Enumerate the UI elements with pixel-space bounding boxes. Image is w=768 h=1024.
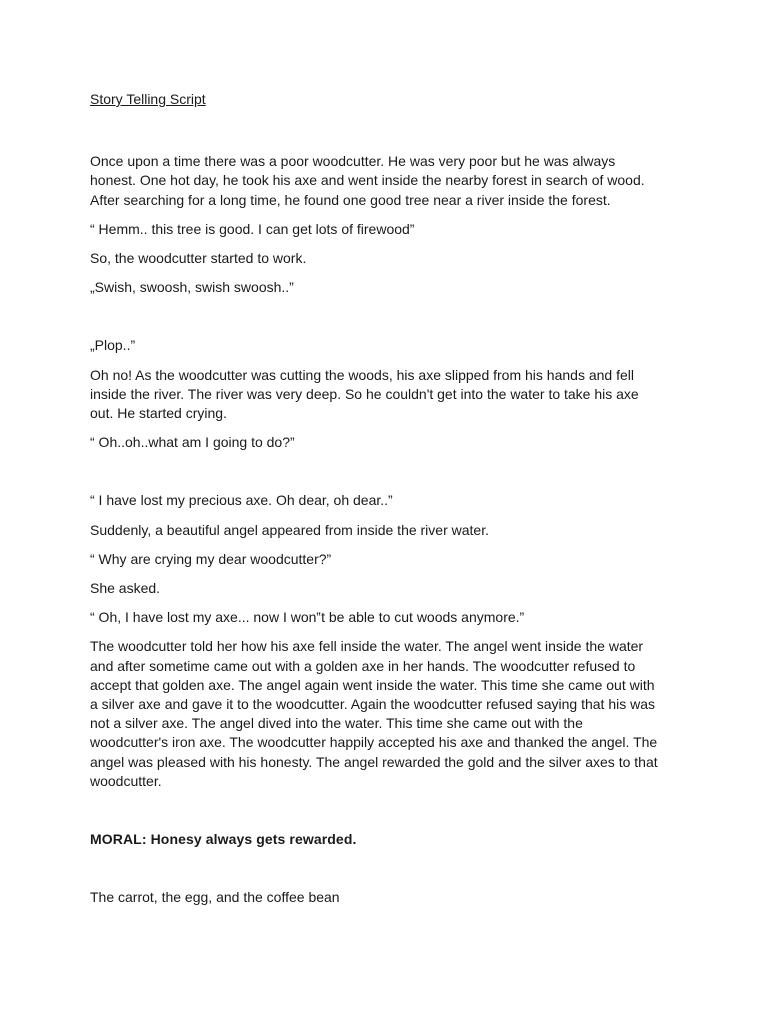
script-title: Story Telling Script bbox=[90, 91, 206, 107]
story-line-swish: „Swish, swoosh, swish swoosh..” bbox=[90, 279, 294, 296]
story-line-she-asked: She asked. bbox=[90, 580, 161, 597]
story-line-plop: „Plop..” bbox=[90, 337, 136, 354]
story-line-lost-axe: “ I have lost my precious axe. Oh dear, oh dear..” bbox=[90, 492, 393, 509]
story-line-angel-appeared: Suddenly, a beautiful angel appeared from inside the river water. bbox=[90, 521, 489, 538]
story-line-what-to-do: “ Oh..oh..what am I going to do?” bbox=[90, 434, 295, 451]
story-paragraph-angel-axes: The woodcutter told her how his axe fell inside the water. The angel went inside the water and after sometime came out with a golden axe in her hands. The woodcutter refused to accept that golden axe. The angel again went inside the water. This time she came out with a silver axe and gave it to the woodcutter. Again the woodcutter refused saying that his was not a silver axe. The angel dived into the water. This time she came out with the woodcutter's iron axe. The woodcutter happily accepted his axe and thanked the angel. The angel was pleased with his honesty. The angel rewarded the gold and the silver axes to that woodcutter. bbox=[90, 638, 658, 789]
story-paragraph-intro: Once upon a time there was a poor woodcutter. He was very poor but he was always honest. One hot day, he took his axe and went inside the nearby forest in search of wood. After searching for a long time, he found one good tree near a river inside the forest. bbox=[90, 153, 645, 208]
story-line-cant-cut: “ Oh, I have lost my axe... now I won‟t be able to cut woods anymore.” bbox=[90, 609, 525, 626]
story-line-hemm: “ Hemm.. this tree is good. I can get lots of firewood” bbox=[90, 220, 415, 237]
document-body bbox=[90, 90, 660, 907]
story-paragraph-axe-slipped: Oh no! As the woodcutter was cutting the woods, his axe slipped from his hands and fell inside the river. The river was very deep. So he couldn't get into the water to take his axe out. He started crying. bbox=[90, 366, 639, 422]
story-line-why-crying: “ Why are crying my dear woodcutter?” bbox=[90, 550, 332, 567]
story-line-started-work: So, the woodcutter started to work. bbox=[90, 250, 307, 267]
story-moral: MORAL: Honesy always gets rewarded. bbox=[90, 831, 357, 848]
next-story-title: The carrot, the egg, and the coffee bean bbox=[90, 889, 340, 906]
